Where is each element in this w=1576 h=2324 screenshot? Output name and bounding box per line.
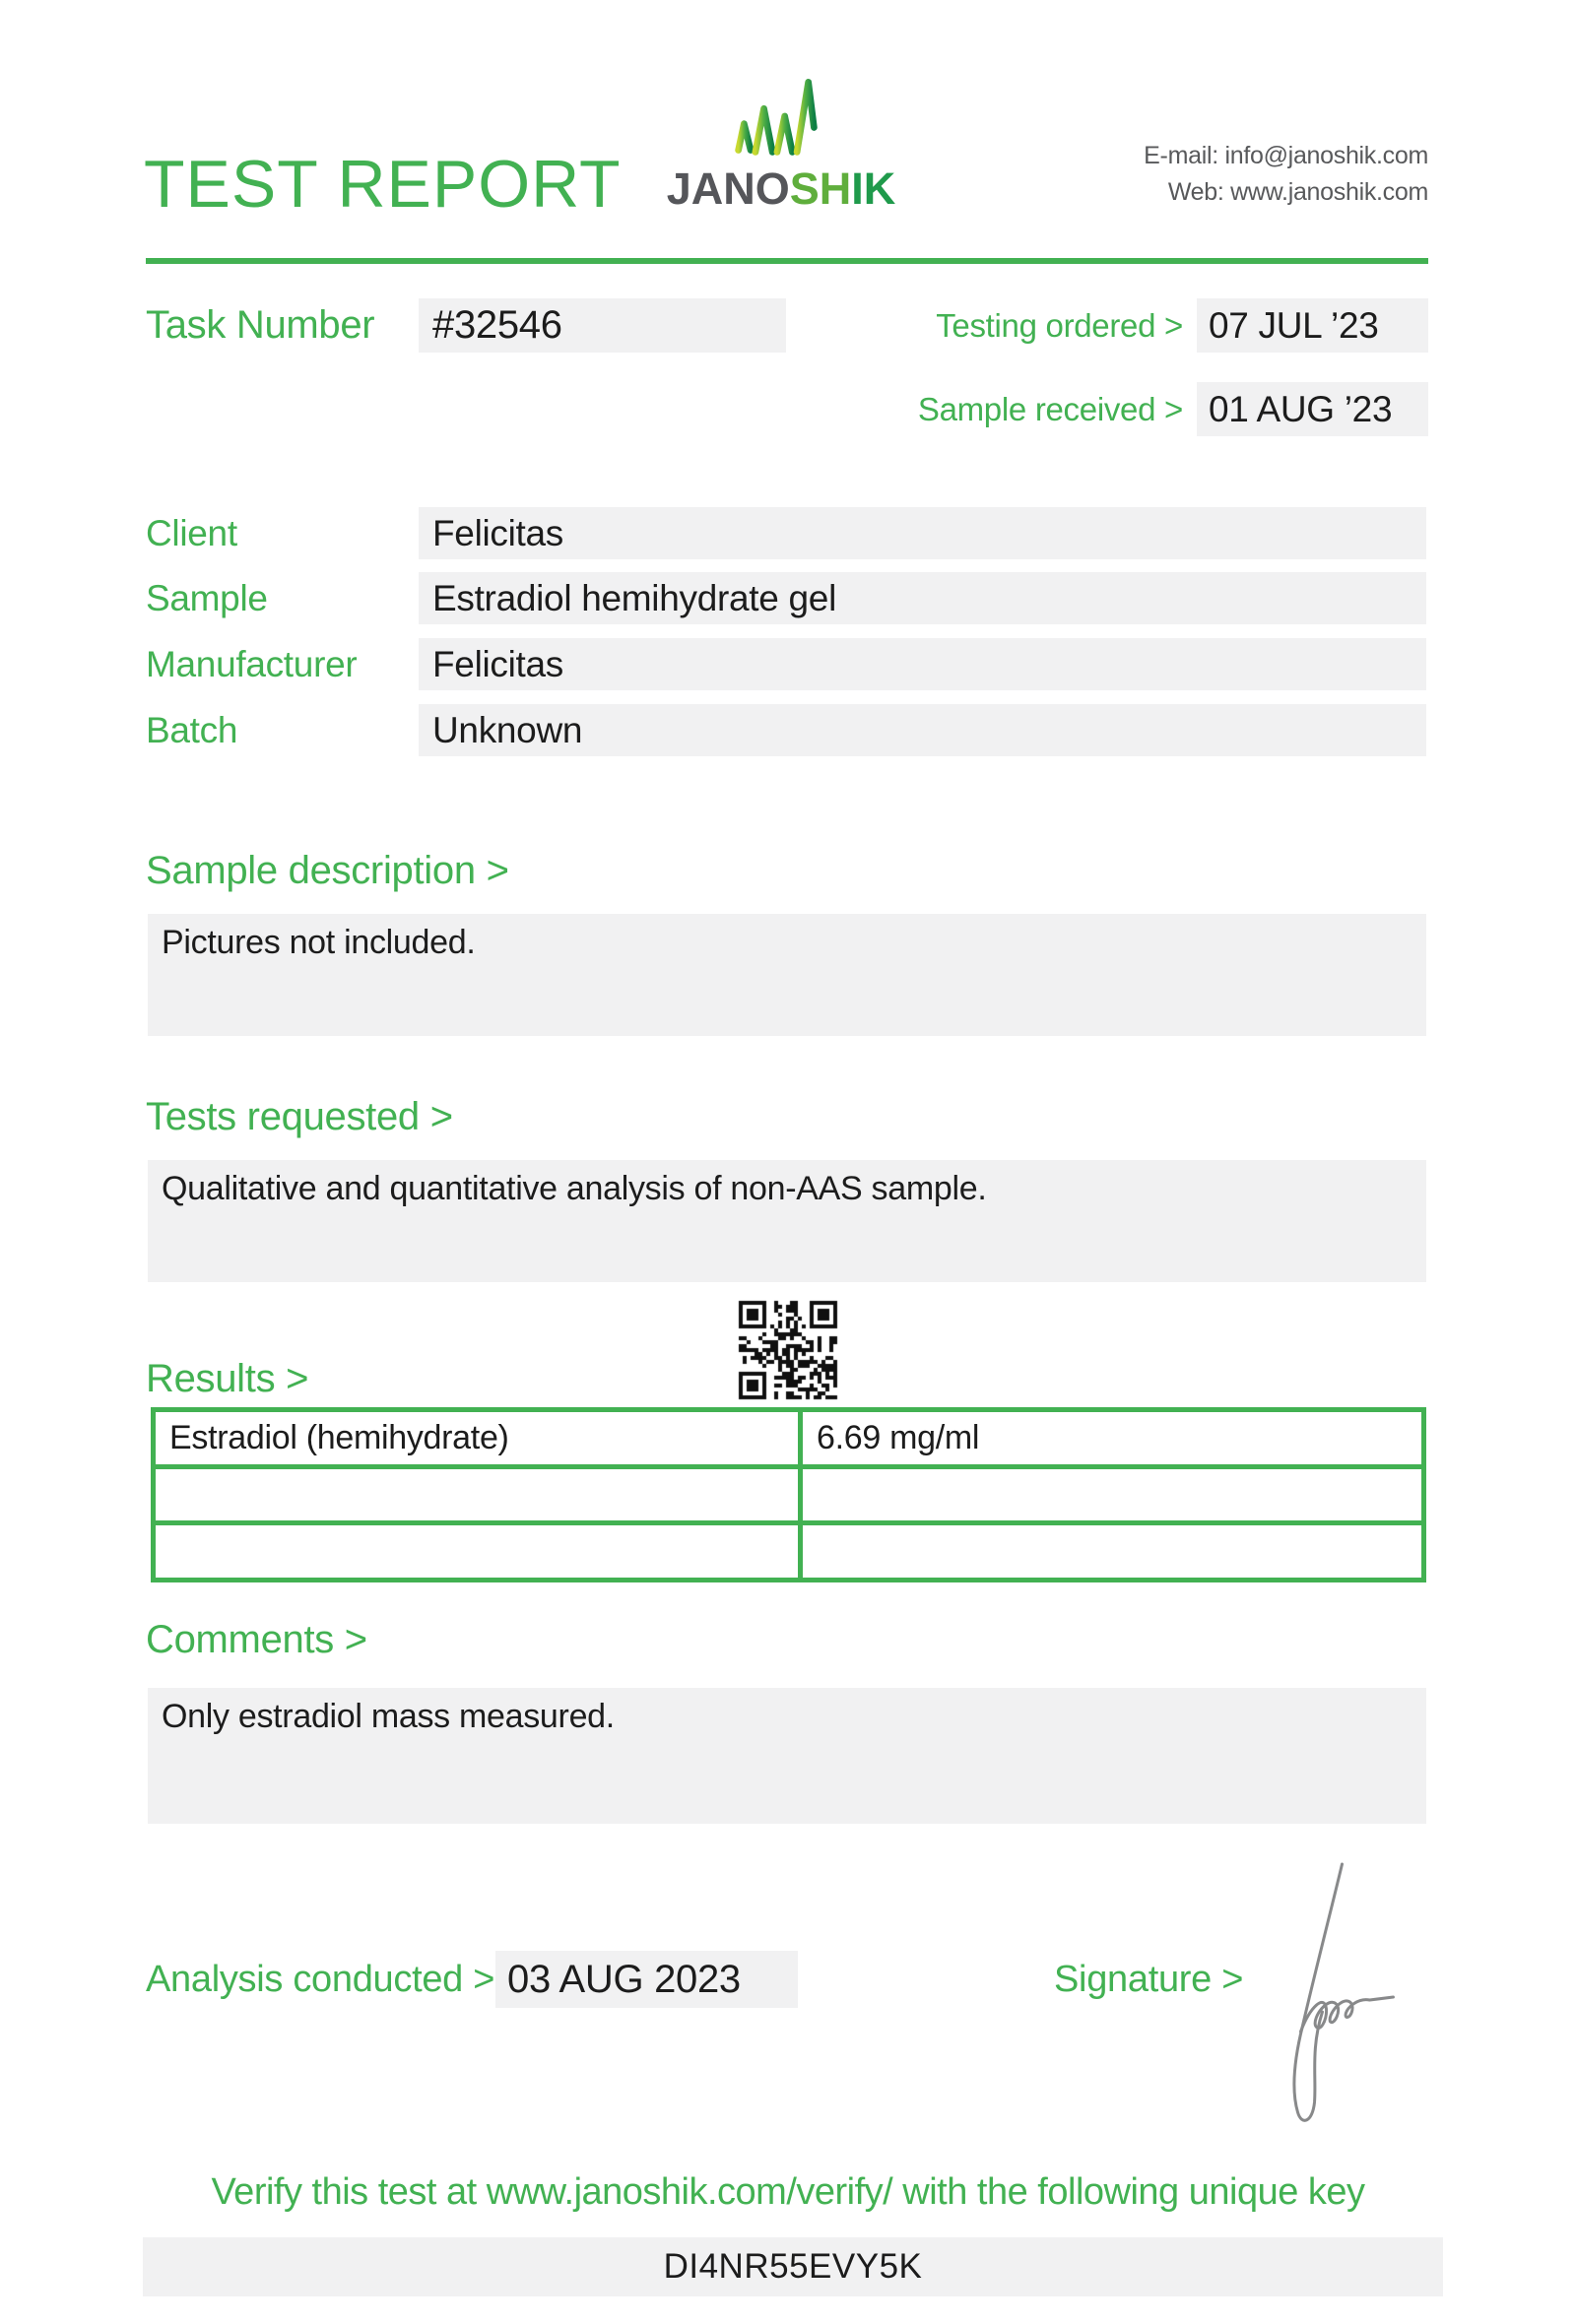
- page-title: TEST REPORT: [144, 147, 622, 222]
- sample-description-heading: Sample description >: [146, 849, 509, 892]
- tests-requested-heading: Tests requested >: [146, 1095, 453, 1138]
- brand-jano: JANO: [666, 163, 790, 214]
- qr-code: [736, 1298, 840, 1402]
- batch-value: Unknown: [419, 704, 1426, 756]
- brand-sh: SH: [789, 163, 852, 214]
- result-empty-cell: [803, 1469, 1421, 1521]
- sample-received-label: Sample received >: [917, 390, 1183, 427]
- brand-ik: IK: [851, 163, 896, 214]
- result-analyte: Estradiol (hemihydrate): [156, 1412, 798, 1464]
- result-empty-cell: [156, 1525, 798, 1578]
- result-empty-cell: [156, 1469, 798, 1521]
- contact-block: [1144, 138, 1428, 211]
- web-line: Web: www.janoshik.com: [1167, 178, 1428, 206]
- janoshik-logo: [729, 71, 823, 164]
- bar-chart-logo-icon: [729, 71, 823, 160]
- testing-ordered-value: 07 JUL ’23: [1197, 298, 1428, 353]
- task-number-value: #32546: [419, 298, 786, 353]
- sample-description-box: Pictures not included.: [148, 914, 1426, 1036]
- analysis-conducted-value: 03 AUG 2023: [495, 1951, 798, 2008]
- results-table: [151, 1407, 1426, 1582]
- email-line: E-mail: info@janoshik.com: [1144, 142, 1428, 169]
- comments-box: Only estradiol mass measured.: [148, 1688, 1426, 1824]
- comments-heading: Comments >: [146, 1618, 367, 1661]
- result-empty-cell: [803, 1525, 1421, 1578]
- task-number-label: Task Number: [146, 303, 375, 347]
- result-value: 6.69 mg/ml: [803, 1412, 1421, 1464]
- results-heading: Results >: [146, 1357, 309, 1400]
- manufacturer-label: Manufacturer: [146, 643, 358, 684]
- manufacturer-value: Felicitas: [419, 638, 1426, 690]
- client-value: Felicitas: [419, 507, 1426, 559]
- batch-label: Batch: [146, 709, 238, 750]
- sample-received-value: 01 AUG ’23: [1197, 382, 1428, 436]
- client-label: Client: [146, 512, 237, 553]
- signature: [1253, 1856, 1415, 2147]
- verify-key: DI4NR55EVY5K: [143, 2237, 1443, 2296]
- analysis-conducted-label: Analysis conducted >: [146, 1958, 495, 2000]
- tests-requested-box: Qualitative and quantitative analysis of non-AAS sample.: [148, 1160, 1426, 1282]
- header-divider: [146, 258, 1428, 264]
- signature-label: Signature >: [1054, 1958, 1244, 2000]
- signature-scribble: [1253, 1856, 1415, 2142]
- sample-value: Estradiol hemihydrate gel: [419, 572, 1426, 624]
- verify-instruction: Verify this test at www.janoshik.com/verify/ with the following unique key: [211, 2171, 1365, 2213]
- brand-wordmark: [658, 163, 904, 215]
- testing-ordered-label: Testing ordered >: [936, 306, 1183, 344]
- sample-label: Sample: [146, 577, 268, 618]
